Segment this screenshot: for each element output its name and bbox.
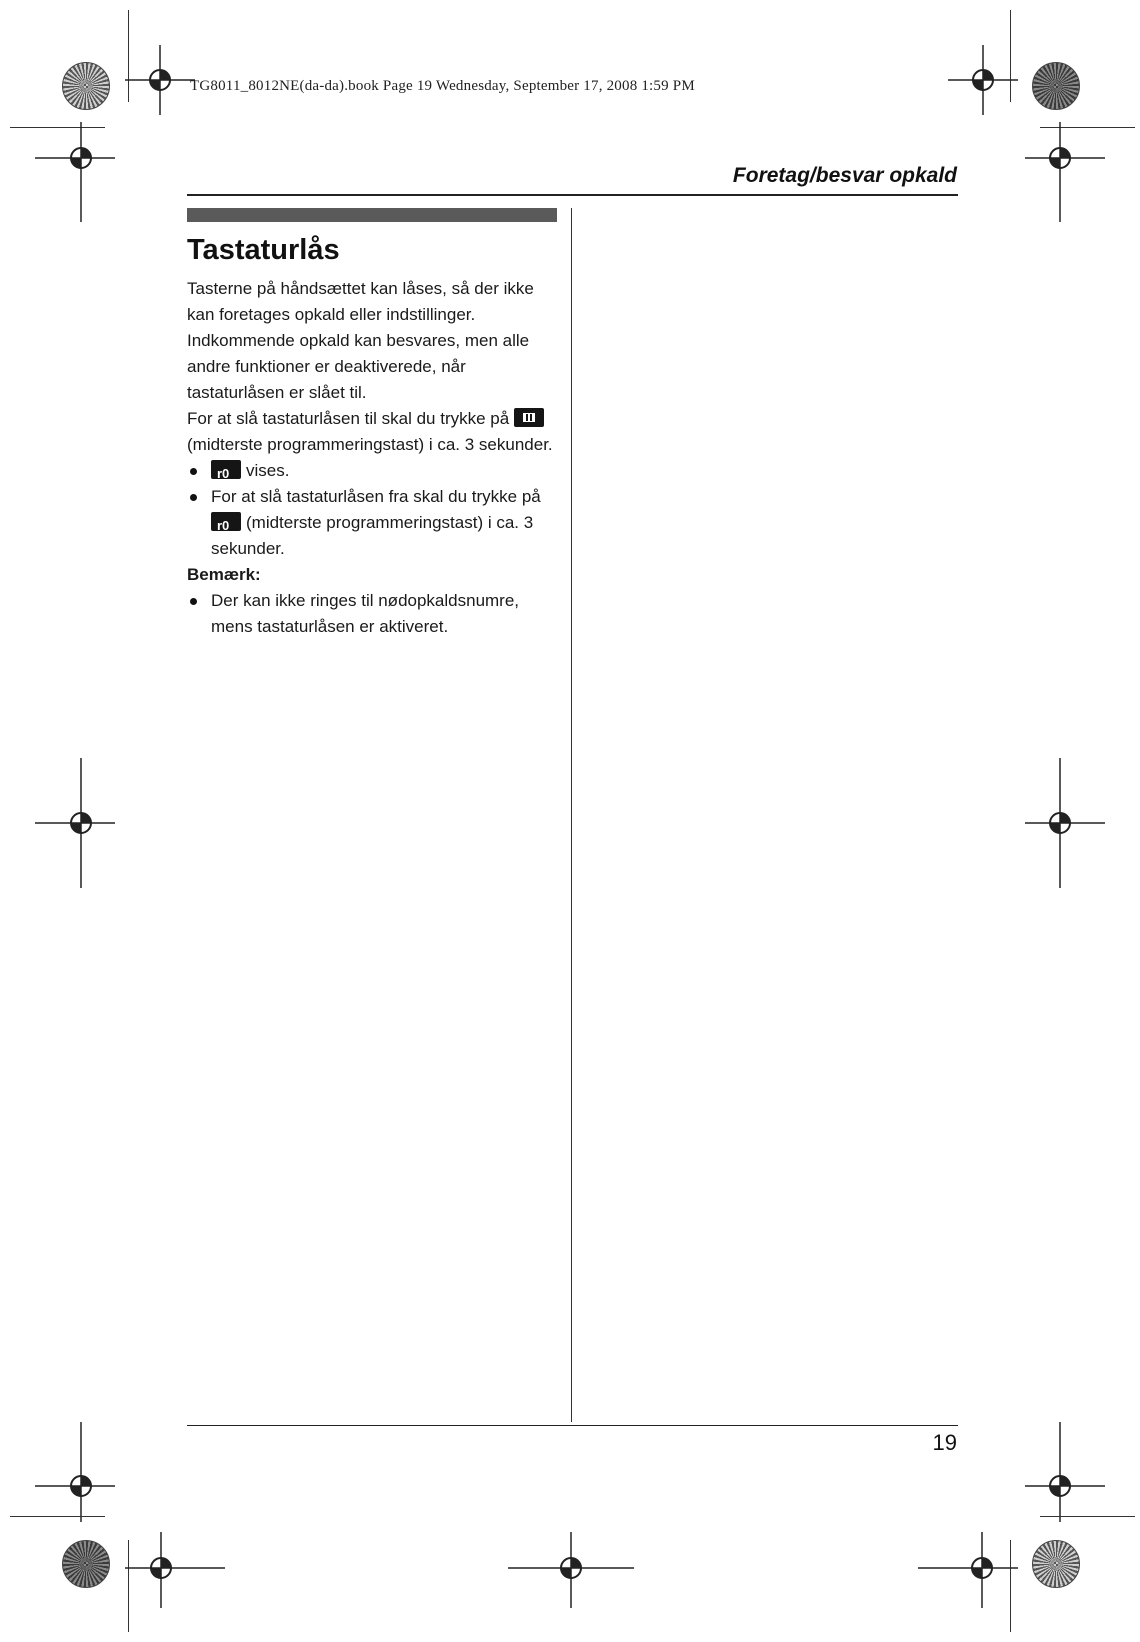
header-rule [187,194,958,196]
section-header: Foretag/besvar opkald [732,164,957,187]
registration-mark-icon [1025,758,1105,888]
footer-rule [187,1425,958,1426]
color-rosette-icon [62,1540,110,1588]
instruction-bullets [187,458,562,562]
note-bullets [187,588,562,640]
registration-mark-icon [1025,122,1105,222]
registration-mark-icon [125,1532,225,1608]
registration-mark-icon [35,122,115,222]
registration-mark-icon [125,45,195,115]
registration-mark-icon [1025,1422,1105,1522]
print-slug-line: TG8011_8012NE(da-da).book Page 19 Wednesday, September 17, 2008 1:59 PM [190,78,695,94]
main-content [187,276,562,640]
page-number: 19 [932,1430,957,1455]
registration-mark-icon [948,45,1018,115]
color-rosette-icon [1032,62,1080,110]
registration-mark-icon [35,758,115,888]
registration-mark-icon [918,1532,1018,1608]
registration-mark-icon [508,1532,634,1608]
color-rosette-icon [1032,1540,1080,1588]
note-heading: Bemærk: [187,565,261,584]
key-lock-icon [211,512,241,531]
menu-grid-key-icon [514,408,544,427]
intro-paragraph: Tasterne på håndsættet kan låses, så der ikke kan foretages opkald eller indstillinger. Indkommende opkald kan besvares, men alle andre funktioner er deaktiverede, når tastaturlåsen er slået til. [187,279,534,402]
instruction-tail: (midterste programmeringstast) i ca. 3 sekunder. [187,435,553,454]
color-rosette-icon [62,62,110,110]
instruction-paragraph [187,406,562,458]
registration-mark-icon [35,1422,115,1522]
key-lock-icon [211,460,241,479]
instruction-lead: For at slå tastaturlåsen til skal du trykke på [187,409,510,428]
column-divider [571,208,572,1422]
page-title: Tastaturlås [187,234,340,266]
list-item: r0vises. [187,458,562,484]
title-bar [187,208,557,222]
list-item: For at slå tastaturlåsen fra skal du trykke på r0(midterste programmeringstast) i ca. 3 sekunder. [187,484,562,562]
list-item: Der kan ikke ringes til nødopkaldsnumre, mens tastaturlåsen er aktiveret. [187,588,562,640]
